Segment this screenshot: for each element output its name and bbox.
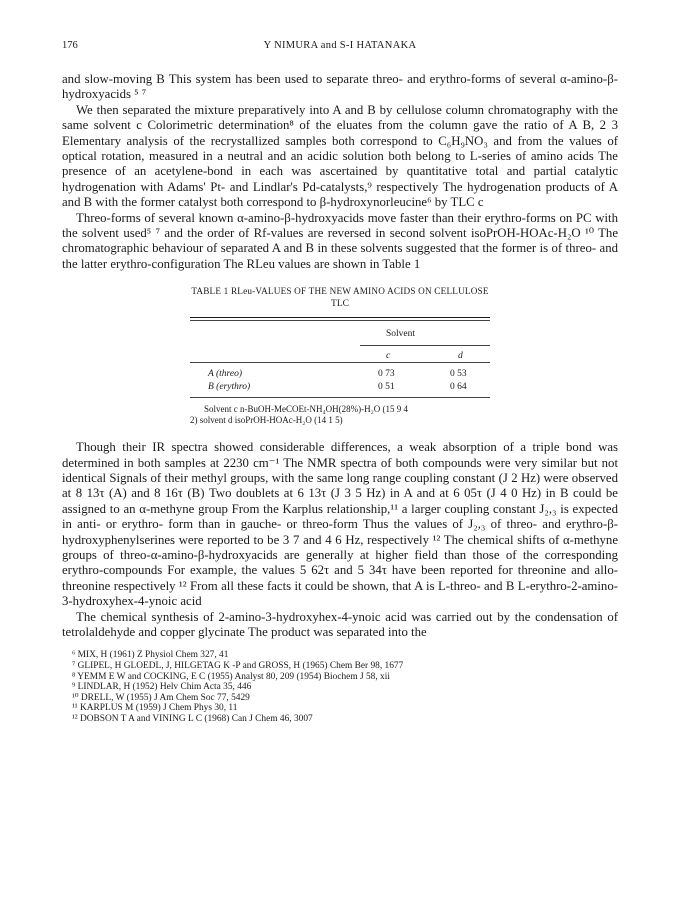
reference-item: ⁹ LINDLAR, H (1952) Helv Chim Acta 35, 446: [72, 682, 252, 693]
column-header-c: c: [386, 351, 391, 362]
table-1: [190, 286, 490, 426]
table-caption-line2: TLC: [331, 299, 349, 310]
table-row: [190, 380, 490, 393]
reference-item: ⁷ GLIPEL, H GLOEDL, J, HILGETAG K -P and GROSS, H (1965) Chem Ber 98, 1677: [72, 660, 404, 671]
table-footnote-line: 2) solvent d isoPrOH-HOAc-H₂O (14 1 5): [190, 415, 343, 426]
reference-item: ¹⁰ DRELL, W (1955) J Am Chem Soc 77, 5429: [72, 692, 250, 703]
row-label: B (erythro): [208, 382, 251, 393]
table-caption: TABLE 1 RLeu-VALUES OF THE NEW AMINO ACIDS ON CELLULOSE: [191, 286, 489, 297]
cell-d: 0 53: [450, 369, 467, 380]
paragraph: The chemical synthesis of 2-amino-3-hydroxyhex-4-ynoic acid was carried out by the condensation of tetrolaldehyde and copper glycinate The product was separated into the: [62, 609, 618, 639]
row-label: A (threo): [208, 369, 243, 380]
table-footnote-line: Solvent c n-BuOH-MeCOEt-NH₄OH(28%)-H₂O (15 9 4: [204, 404, 408, 415]
reference-item: ⁶ MIX, H (1961) Z Physiol Chem 327, 41: [72, 650, 229, 661]
running-head: Y NIMURA and S-I HATANAKA: [263, 40, 417, 51]
page-number: 176: [62, 40, 78, 51]
reference-item: ¹² DOBSON T A and VINING L C (1968) Can J Chem 46, 3007: [72, 713, 313, 724]
journal-page: [62, 40, 618, 725]
table-top-rule: [190, 317, 490, 318]
article-body: [62, 72, 618, 640]
page-header: [62, 40, 618, 56]
paragraph: We then separated the mixture preparatively into A and B by cellulose column chromatography with the same solvent c Colorimetric determination⁸ of the eluates from the column gave the ratio of A B, 2 3 Elementary analysis of the recrystallized samples both correspond to C₆H₉NO₃ and from the values of optical rotation, measured in a neutral and an acidic solution both belong to L-series of amino acids The presence of an acetylene-bond in each was ascertained by quantitative total and partial catalytic hydrogenation with Adams' Pt- and Lindlar's Pd-catalysts,⁹ respectively The hydrogenation products of A and B with the former catalyst both correspond to β-hydroxynorleucine⁶ by TLC c: [62, 102, 618, 210]
paragraph: and slow-moving B This system has been used to separate threo- and erythro-forms of several α-amino-β-hydroxyacids ⁵ ⁷: [62, 72, 618, 102]
paragraph: Threo-forms of several known α-amino-β-hydroxyacids move faster than their erythro-forms on PC with the solvent used⁵ ⁷ and the order of Rf-values are reversed in second solvent isoPrOH-HOAc-H₂O ¹⁰ The chromatographic behaviour of separated A and B in these solvents suggested that the former is of threo- and the latter erythro-configuration The RLeu values are shown in Table 1: [62, 210, 618, 271]
reference-item: ⁸ YEMM E W and COCKING, E C (1955) Analyst 80, 209 (1954) Biochem J 58, xii: [72, 671, 390, 682]
cell-c: 0 73: [378, 369, 395, 380]
column-header-d: d: [458, 351, 463, 362]
table-top-rule-2: [190, 320, 490, 321]
table-bottom-rule: [190, 397, 490, 398]
reference-item: ¹¹ KARPLUS M (1959) J Chem Phys 30, 11: [72, 703, 238, 714]
table-footnote: [190, 404, 490, 426]
cell-c: 0 51: [378, 382, 395, 393]
table-solvent-header: Solvent: [385, 328, 415, 339]
table-row: [190, 367, 490, 380]
reference-list: [62, 650, 618, 724]
paragraph: Though their IR spectra showed considerable differences, a weak absorption of a triple bond was determined in both samples at 2230 cm⁻¹ The NMR spectra of both compounds were very similar but not identical Signals of their methyl groups, with the same long range coupling constant (J 2 Hz) were observed at 8 13τ (A) and 8 16τ (B) Two doublets at 6 13τ (J 3 5 Hz) in A and at 6 05τ (J 4 0 Hz) in B could be assigned to an α-methyne group From the Karplus relationship,¹¹ a larger coupling constant J₂,₃ is expected in anti- or erythro- form than in gauche- or threo-form Thus the values of J₂,₃ of threo- and erythro-β-hydroxyphenylserines were reported to be 3 7 and 4 6 Hz, respectively ¹² The chemical shifts of α-methyne groups of threo-α-amino-β-hydroxyacids are generally at higher field than those of the corresponding erythro-compounds For example, the values 5 62τ and 5 34τ have been reported for threonine and allo-threonine respectively ¹² From all these facts it could be shown, that A is L-threo- and B L-erythro-2-amino-3-hydroxyhex-4-ynoic acid: [62, 440, 618, 609]
table-column-headers: [190, 346, 490, 362]
cell-d: 0 64: [450, 382, 467, 393]
